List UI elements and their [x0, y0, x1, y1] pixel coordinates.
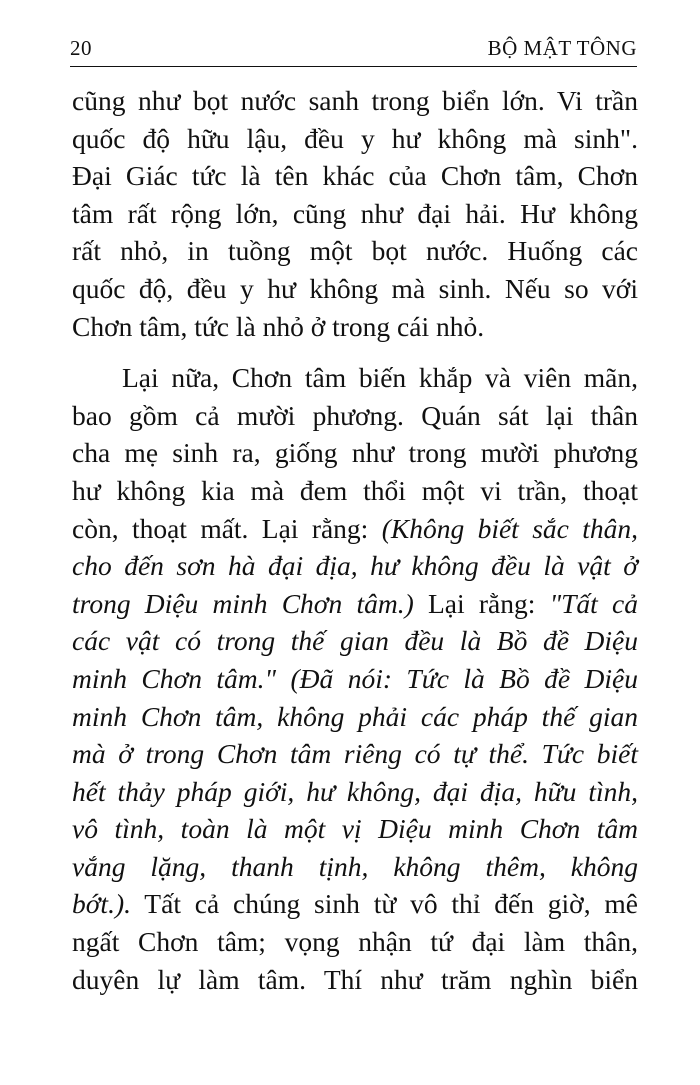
text-line-italic: vô tình, toàn là một vị Diệu minh Chơn tâm	[72, 813, 638, 845]
text-line: cũng như bọt nước sanh trong biển lớn. Vi trần	[72, 85, 638, 116]
text-span: Lại rằng:	[413, 587, 550, 619]
text-span: còn, thoạt mất. Lại rằng:	[72, 512, 382, 544]
text-line: rất nhỏ, in tuồng một bọt nước. Huống các	[72, 235, 638, 267]
text-line: tâm rất rộng lớn, cũng như đại hải. Hư không	[72, 197, 638, 229]
text-span: Tất cả chúng sinh từ vô thỉ đến giờ, mê	[130, 888, 638, 920]
italic-span: bớt.).	[72, 888, 131, 920]
italic-span: (Không biết sắc thân,	[381, 512, 638, 544]
page-number: 20	[70, 36, 92, 60]
text-line: quốc độ, đều y hư không mà sinh. Nếu so với	[72, 272, 638, 304]
running-title: BỘ MẬT TÔNG	[487, 36, 637, 60]
text-line: ngất Chơn tâm; vọng nhận tứ đại làm thân,	[72, 926, 638, 958]
text-line-italic: các vật có trong thế gian đều là Bồ đề Diệu	[72, 625, 638, 657]
text-line: cha mẹ sinh ra, giống như trong mười phương	[72, 437, 638, 469]
text-line: Chơn tâm, tức là nhỏ ở trong cái nhỏ.	[72, 310, 485, 342]
text-line-italic: minh Chơn tâm, không phải các pháp thế gian	[72, 700, 638, 732]
text-line-italic: mà ở trong Chơn tâm riêng có tự thể. Tức biết	[72, 738, 638, 770]
paragraph-gap	[72, 345, 638, 359]
text-line-italic: hết thảy pháp giới, hư không, đại địa, hữu tình,	[72, 775, 638, 807]
page-header	[70, 36, 637, 67]
text-line: Lại nữa, Chơn tâm biến khắp và viên mãn,	[122, 362, 638, 394]
italic-span: "Tất cả	[549, 587, 638, 619]
text-line-italic: vắng lặng, thanh tịnh, không thêm, không	[72, 850, 638, 882]
text-line-italic: cho đến sơn hà đại địa, hư không đều là vật ở	[72, 550, 638, 582]
italic-span: trong Diệu minh Chơn tâm.)	[72, 587, 414, 619]
text-line	[72, 510, 638, 548]
text-line: Đại Giác tức là tên khác của Chơn tâm, Chơn	[72, 160, 638, 192]
text-line-italic: minh Chơn tâm." (Đã nói: Tức là Bồ đề Diệu	[72, 662, 638, 694]
text-line: quốc độ hữu lậu, đều y hư không mà sinh".	[72, 122, 638, 154]
text-line: bao gồm cả mười phương. Quán sát lại thân	[72, 399, 638, 431]
text-line	[72, 885, 638, 923]
text-line: duyên lự làm tâm. Thí như trăm nghìn biển	[72, 963, 638, 995]
body-text	[72, 82, 638, 998]
text-line: hư không kia mà đem thổi một vi trần, thoạt	[72, 474, 638, 506]
text-line	[72, 585, 638, 623]
